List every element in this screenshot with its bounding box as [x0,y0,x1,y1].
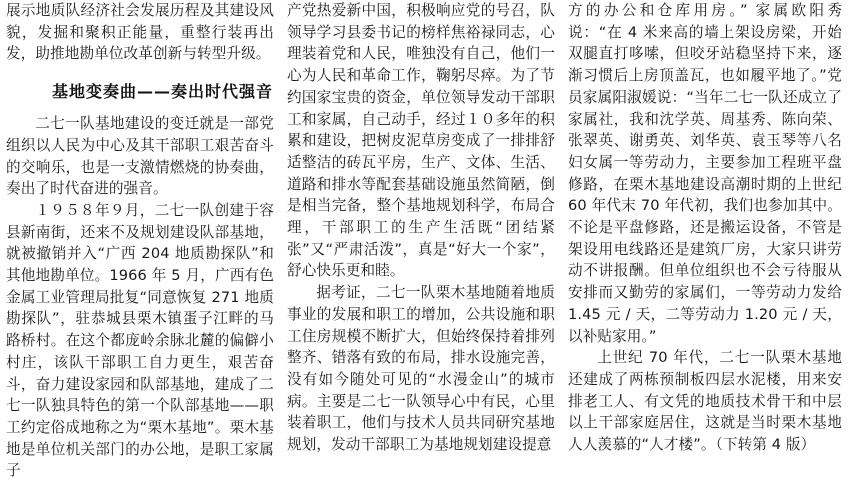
body-paragraph: 方的办公和仓库用房。” 家属欧阳秀说：“在 4 米来高的墙上架设房梁，开始双腿直打哆嗦，但咬牙站稳坚持下来，逐渐习惯后上房顶盖瓦，也如履平地了。”党员家属阳淑媛说：“当年二七一队还成立了家属社，我和沈学英、周基秀、陈向荣、张翠英、谢勇英、刘华英、袁玉琴等八名妇女属一等劳动力，主要参加工程班平盘修路，在栗木基地建设高潮时期的上世纪 60 年代末 70 年代初，我们也参加其中。不论是平盘修路，还是搬运设备，不管是架设用电线路还是建筑厂房，大家只讲劳动不讲报酬。但单位组织也不会亏待服从安排而又勤劳的家属们，一等劳动力发给 1.45 元 / 天，二等劳动力 1.20 元 / 天，以补贴家用。” [568,2,842,345]
section-heading: 基地变奏曲——奏出时代强音 [52,82,274,102]
body-paragraph: 上世纪 70 年代，二七一队栗木基地还建成了两栋预制板四层水泥楼，用来安排老工人、有文凭的地质技术骨干和中层以上干部家庭居住，这就是当时栗木基地人人羡慕的“人才楼”。（下转第 4 版） [568,349,842,454]
article-column-3 [568,0,842,456]
intro-paragraph: 展示地质队经济社会发展历程及其建设风貌，发掘和聚积正能量，重整行装再出发，助推地勘单位改革创新与转型升级。 [6,2,274,63]
body-paragraph: 二七一队基地建设的变迁就是一部党组织以人民为中心及其干部职工艰苦奋斗的交响乐，也是一支激情燃烧的协奏曲，奏出了时代奋进的强音。 [6,115,274,198]
body-paragraph: １９５８年９月，二七一队创建于容县新南街，还来不及规划建设队部基地，就被撤销并入“广西 204 地质勘探队”和其他地勘单位。1966 年 5 月，广西有色金属工业管理局批复“同意恢复 271 地质勘探队”，驻恭城县栗木镇蛋子江畔的马路桥村。在这个都庞岭余脉北麓的偏僻小村庄，该队干部职工自力更生，艰苦奋斗，奋力建设家园和队部基地，建成了二七一队独具特色的第一个队部基地——职工约定俗成地称之为“栗木基地”。栗木基地是单位机关部门的办公地，是职工家属子 [6,201,274,480]
article-column-2 [287,0,555,456]
body-paragraph: 据考证，二七一队栗木基地随着地质事业的发展和职工的增加，公共设施和职工住房规模不断扩大，但始终保持着排列整齐、错落有致的布局，排水设施完善，没有如今随处可见的“水漫金山”的城市病。主要是二七一队领导心中有民，心里装着职工，他们与技术人员共同研究基地规划，发动干部职工为基地规划建设提意 [287,284,555,454]
body-paragraph: 产党热爱新中国，积极响应党的号召，队领导学习县委书记的榜样焦裕禄同志，心理装着党和人民，唯独没有自己，他们一心为人民和革命工作，鞠躬尽瘁。为了节约国家宝贵的资金，单位领导发动干部职工和家属，自己动手，经过１０多年的积累和建设，把树皮泥草房变成了一排排舒适整洁的砖瓦平房，生产、文体、生活、道路和排水等配套基础设施虽然简陋，倒是相当完备，整个基地规划科学，布局合理，干部职工的生产生活既“团结紧张”又“严肃活泼”，真是“好大一个家”，舒心快乐更和睦。 [287,2,555,280]
article-column-1 [6,0,274,482]
